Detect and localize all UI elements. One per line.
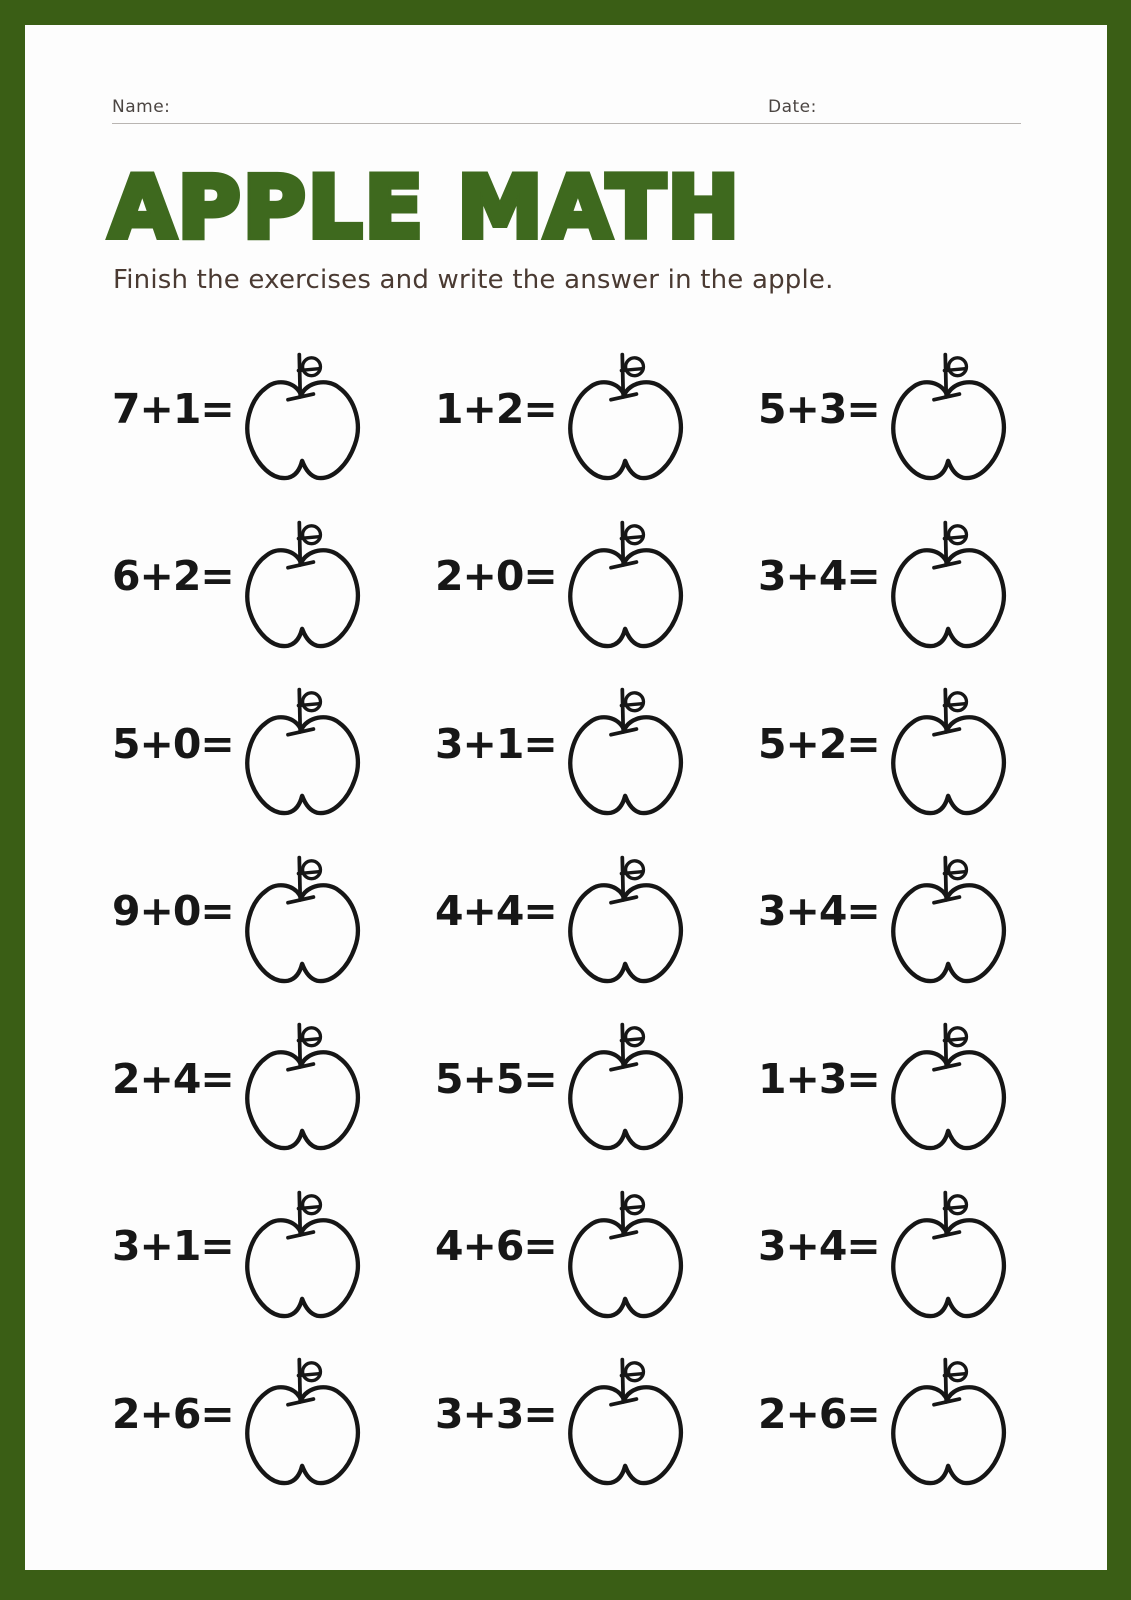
exercise: [435, 1340, 758, 1508]
exercise: [758, 1005, 1081, 1173]
exercise-row: [112, 1340, 1081, 1508]
name-label: Name:: [112, 97, 171, 117]
exercise-expression: 3+4=: [758, 1222, 880, 1271]
apple-outline-icon[interactable]: [884, 1186, 1016, 1327]
exercise-expression: 3+1=: [112, 1222, 234, 1271]
exercise-expression: 4+4=: [435, 887, 557, 936]
exercise-expression: 3+1=: [435, 719, 557, 768]
exercise-expression: 2+6=: [112, 1389, 234, 1438]
page-title: APPLE MATH: [109, 158, 742, 258]
exercise: [435, 1173, 758, 1341]
apple-outline-icon[interactable]: [884, 516, 1016, 657]
exercise-expression: 5+3=: [758, 384, 880, 433]
apple-outline-icon[interactable]: [238, 1353, 370, 1494]
apple-outline-icon[interactable]: [238, 683, 370, 824]
apple-outline-icon[interactable]: [561, 851, 693, 992]
apple-outline-icon[interactable]: [884, 1018, 1016, 1159]
exercise-expression: 1+2=: [435, 384, 557, 433]
exercise-expression: 9+0=: [112, 887, 234, 936]
exercise: [112, 1005, 435, 1173]
apple-outline-icon[interactable]: [238, 348, 370, 489]
exercise: [435, 1005, 758, 1173]
apple-outline-icon[interactable]: [238, 1186, 370, 1327]
exercise-expression: 2+6=: [758, 1389, 880, 1438]
exercise: [112, 335, 435, 503]
exercise-expression: 3+3=: [435, 1389, 557, 1438]
exercise-expression: 2+0=: [435, 552, 557, 601]
exercise: [435, 503, 758, 671]
exercise: [758, 1173, 1081, 1341]
apple-outline-icon[interactable]: [884, 348, 1016, 489]
exercise: [758, 670, 1081, 838]
exercise-row: [112, 335, 1081, 503]
exercise-expression: 3+4=: [758, 552, 880, 601]
exercise: [758, 838, 1081, 1006]
exercise-expression: 5+5=: [435, 1054, 557, 1103]
exercise-expression: 7+1=: [112, 384, 234, 433]
exercise-expression: 6+2=: [112, 552, 234, 601]
apple-outline-icon[interactable]: [561, 1353, 693, 1494]
apple-outline-icon[interactable]: [561, 516, 693, 657]
exercise: [112, 1173, 435, 1341]
exercise-expression: 5+0=: [112, 719, 234, 768]
exercise-grid: [112, 335, 1081, 1508]
exercise: [758, 335, 1081, 503]
exercise: [112, 838, 435, 1006]
exercise-row: [112, 503, 1081, 671]
page-instructions: Finish the exercises and write the answer in the apple.: [113, 265, 834, 295]
exercise-row: [112, 670, 1081, 838]
exercise-row: [112, 1173, 1081, 1341]
apple-outline-icon[interactable]: [884, 1353, 1016, 1494]
apple-outline-icon[interactable]: [561, 1186, 693, 1327]
exercise-expression: 3+4=: [758, 887, 880, 936]
exercise-row: [112, 838, 1081, 1006]
apple-outline-icon[interactable]: [884, 683, 1016, 824]
apple-outline-icon[interactable]: [238, 851, 370, 992]
exercise: [435, 670, 758, 838]
worksheet-page: [25, 25, 1107, 1570]
exercise: [758, 1340, 1081, 1508]
exercise: [112, 503, 435, 671]
exercise-expression: 1+3=: [758, 1054, 880, 1103]
apple-outline-icon[interactable]: [561, 348, 693, 489]
exercise: [112, 1340, 435, 1508]
apple-outline-icon[interactable]: [561, 1018, 693, 1159]
apple-outline-icon[interactable]: [561, 683, 693, 824]
apple-outline-icon[interactable]: [884, 851, 1016, 992]
date-label: Date:: [768, 97, 817, 117]
exercise-row: [112, 1005, 1081, 1173]
exercise: [112, 670, 435, 838]
exercise-expression: 5+2=: [758, 719, 880, 768]
apple-outline-icon[interactable]: [238, 516, 370, 657]
exercise-expression: 2+4=: [112, 1054, 234, 1103]
exercise-expression: 4+6=: [435, 1222, 557, 1271]
name-date-fill-line: [112, 123, 1021, 124]
exercise: [758, 503, 1081, 671]
apple-outline-icon[interactable]: [238, 1018, 370, 1159]
exercise: [435, 838, 758, 1006]
exercise: [435, 335, 758, 503]
